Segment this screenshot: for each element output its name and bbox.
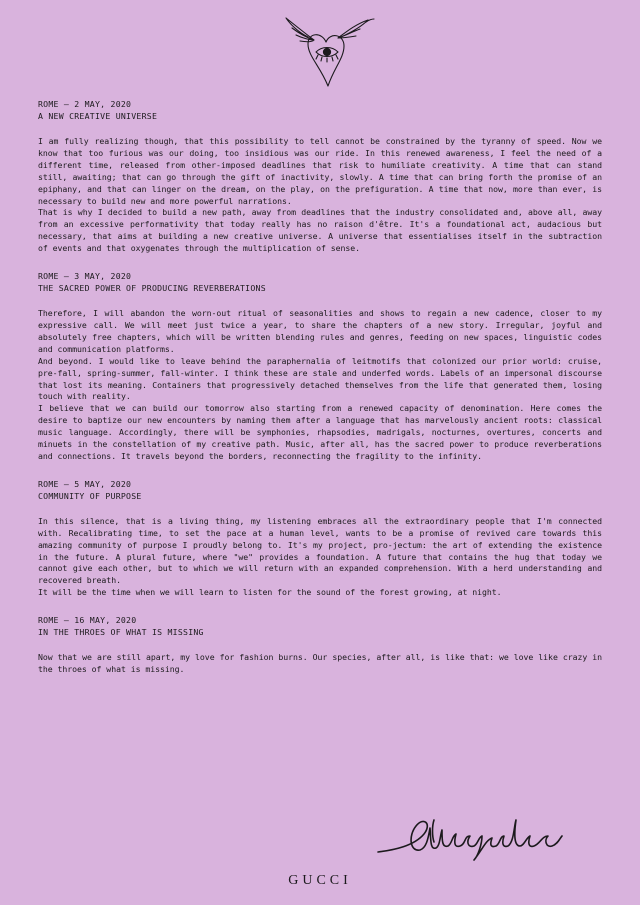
letter-section	[38, 614, 602, 676]
section-title: A NEW CREATIVE UNIVERSE	[38, 111, 158, 121]
brand-logo: GUCCI	[288, 873, 352, 888]
section-text	[38, 516, 602, 599]
section-date: ROME – 5 MAY, 2020	[38, 478, 132, 489]
paragraph: Therefore, I will abandon the worn-out ritual of seasonalities and shows to regain a new cadence, closer to my expressive call. We will meet just twice a year, to share the chapters of a new story. Irregular, joyful and absolutely free chapters, which will be written blending rules and genres, feeding on new spaces, linguistic codes and communication platforms.	[38, 308, 602, 354]
section-title: THE SACRED POWER OF PRODUCING REVERBERATIONS	[38, 283, 266, 294]
section-text	[38, 652, 602, 676]
letter-section	[38, 478, 602, 599]
paragraph: I am fully realizing though, that this possibility to tell cannot be constrained by the tyranny of speed. Now we know that too furious was our doing, too insidious was our ride. In this renewed awareness, I feel the need of a different time, released from other-imposed deadlines that risk to humiliate creativity. A time that can stand still, awaiting; that can go through the gift of inactivity, slowly. A time that can bring forth the promise of an epiphany, and that can linger on the dream, on the play, on the prefiguration. A time that now, more than ever, is necessary to build new and more powerful narrations.	[38, 136, 602, 206]
section-date: ROME – 3 MAY, 2020	[38, 271, 132, 282]
paragraph: I believe that we can build our tomorrow also starting from a renewed capacity of denomination. Here comes the desire to baptize our new encounters by naming them after a language that has marvelously ancient roots: classical music language. Accordingly, there will be symphonies, rhapsodies, madrigals, nocturnes, overtures, concerts and minuets in the constellation of my creative path. Music, after all, has the sacred power to produce reverberations and connections. It travels beyond the borders, reconnecting the fragility to the infinity.	[38, 403, 602, 461]
paragraph: That is why I decided to build a new path, away from deadlines that the industry consolidated and, above all, away from an excessive performativity that today really has no raison d'être. It's a foundational act, audacious but necessary, that aims at building a new creative universe. A universe that essentialises itself in the subtraction of events and that oxygenates through the multiplication of sense.	[38, 207, 602, 254]
letter-body	[38, 98, 602, 676]
winged-heart-eye-icon	[278, 10, 378, 92]
paragraph: And beyond. I would like to leave behind the paraphernalia of leitmotifs that colonized our prior world: cruise, pre-fall, spring-summer, fall-winter. I think these are stale and underfed words. Labels of an impersonal discourse that lost its meaning. Containers that progressively detached themselves from the life that generated them, losing touch with reality.	[38, 355, 602, 402]
section-date: ROME – 16 MAY, 2020	[38, 615, 137, 626]
section-title: IN THE THROES OF WHAT IS MISSING	[38, 627, 204, 638]
section-text	[38, 136, 602, 255]
letter-section	[38, 98, 602, 255]
letter-section	[38, 270, 602, 463]
paragraph: Now that we are still apart, my love for fashion burns. Our species, after all, is like that: we love like crazy in the throes of what is missing.	[38, 652, 602, 675]
handwritten-signature	[374, 806, 574, 866]
section-title: COMMUNITY OF PURPOSE	[38, 490, 142, 501]
paragraph: It will be the time when we will learn to listen for the sound of the forest growing, at night.	[38, 587, 502, 598]
paragraph: In this silence, that is a living thing, my listening embraces all the extraordinary people that I'm connected with. Recalibrating time, to set the pace at a human level, wants to be a promise of revived care towards this amazing community of purpose I proudly belong to. It's my project, pro-jectum: the art of extending the existence in the future. A plural future, where "we" provides a foundation. A future that contains the hug that today we cannot give each other, but to which we will return with an expanded comprehension. With a herd understanding and recovered breath.	[38, 515, 602, 586]
section-date: ROME – 2 MAY, 2020	[38, 99, 132, 109]
section-text	[38, 308, 602, 463]
